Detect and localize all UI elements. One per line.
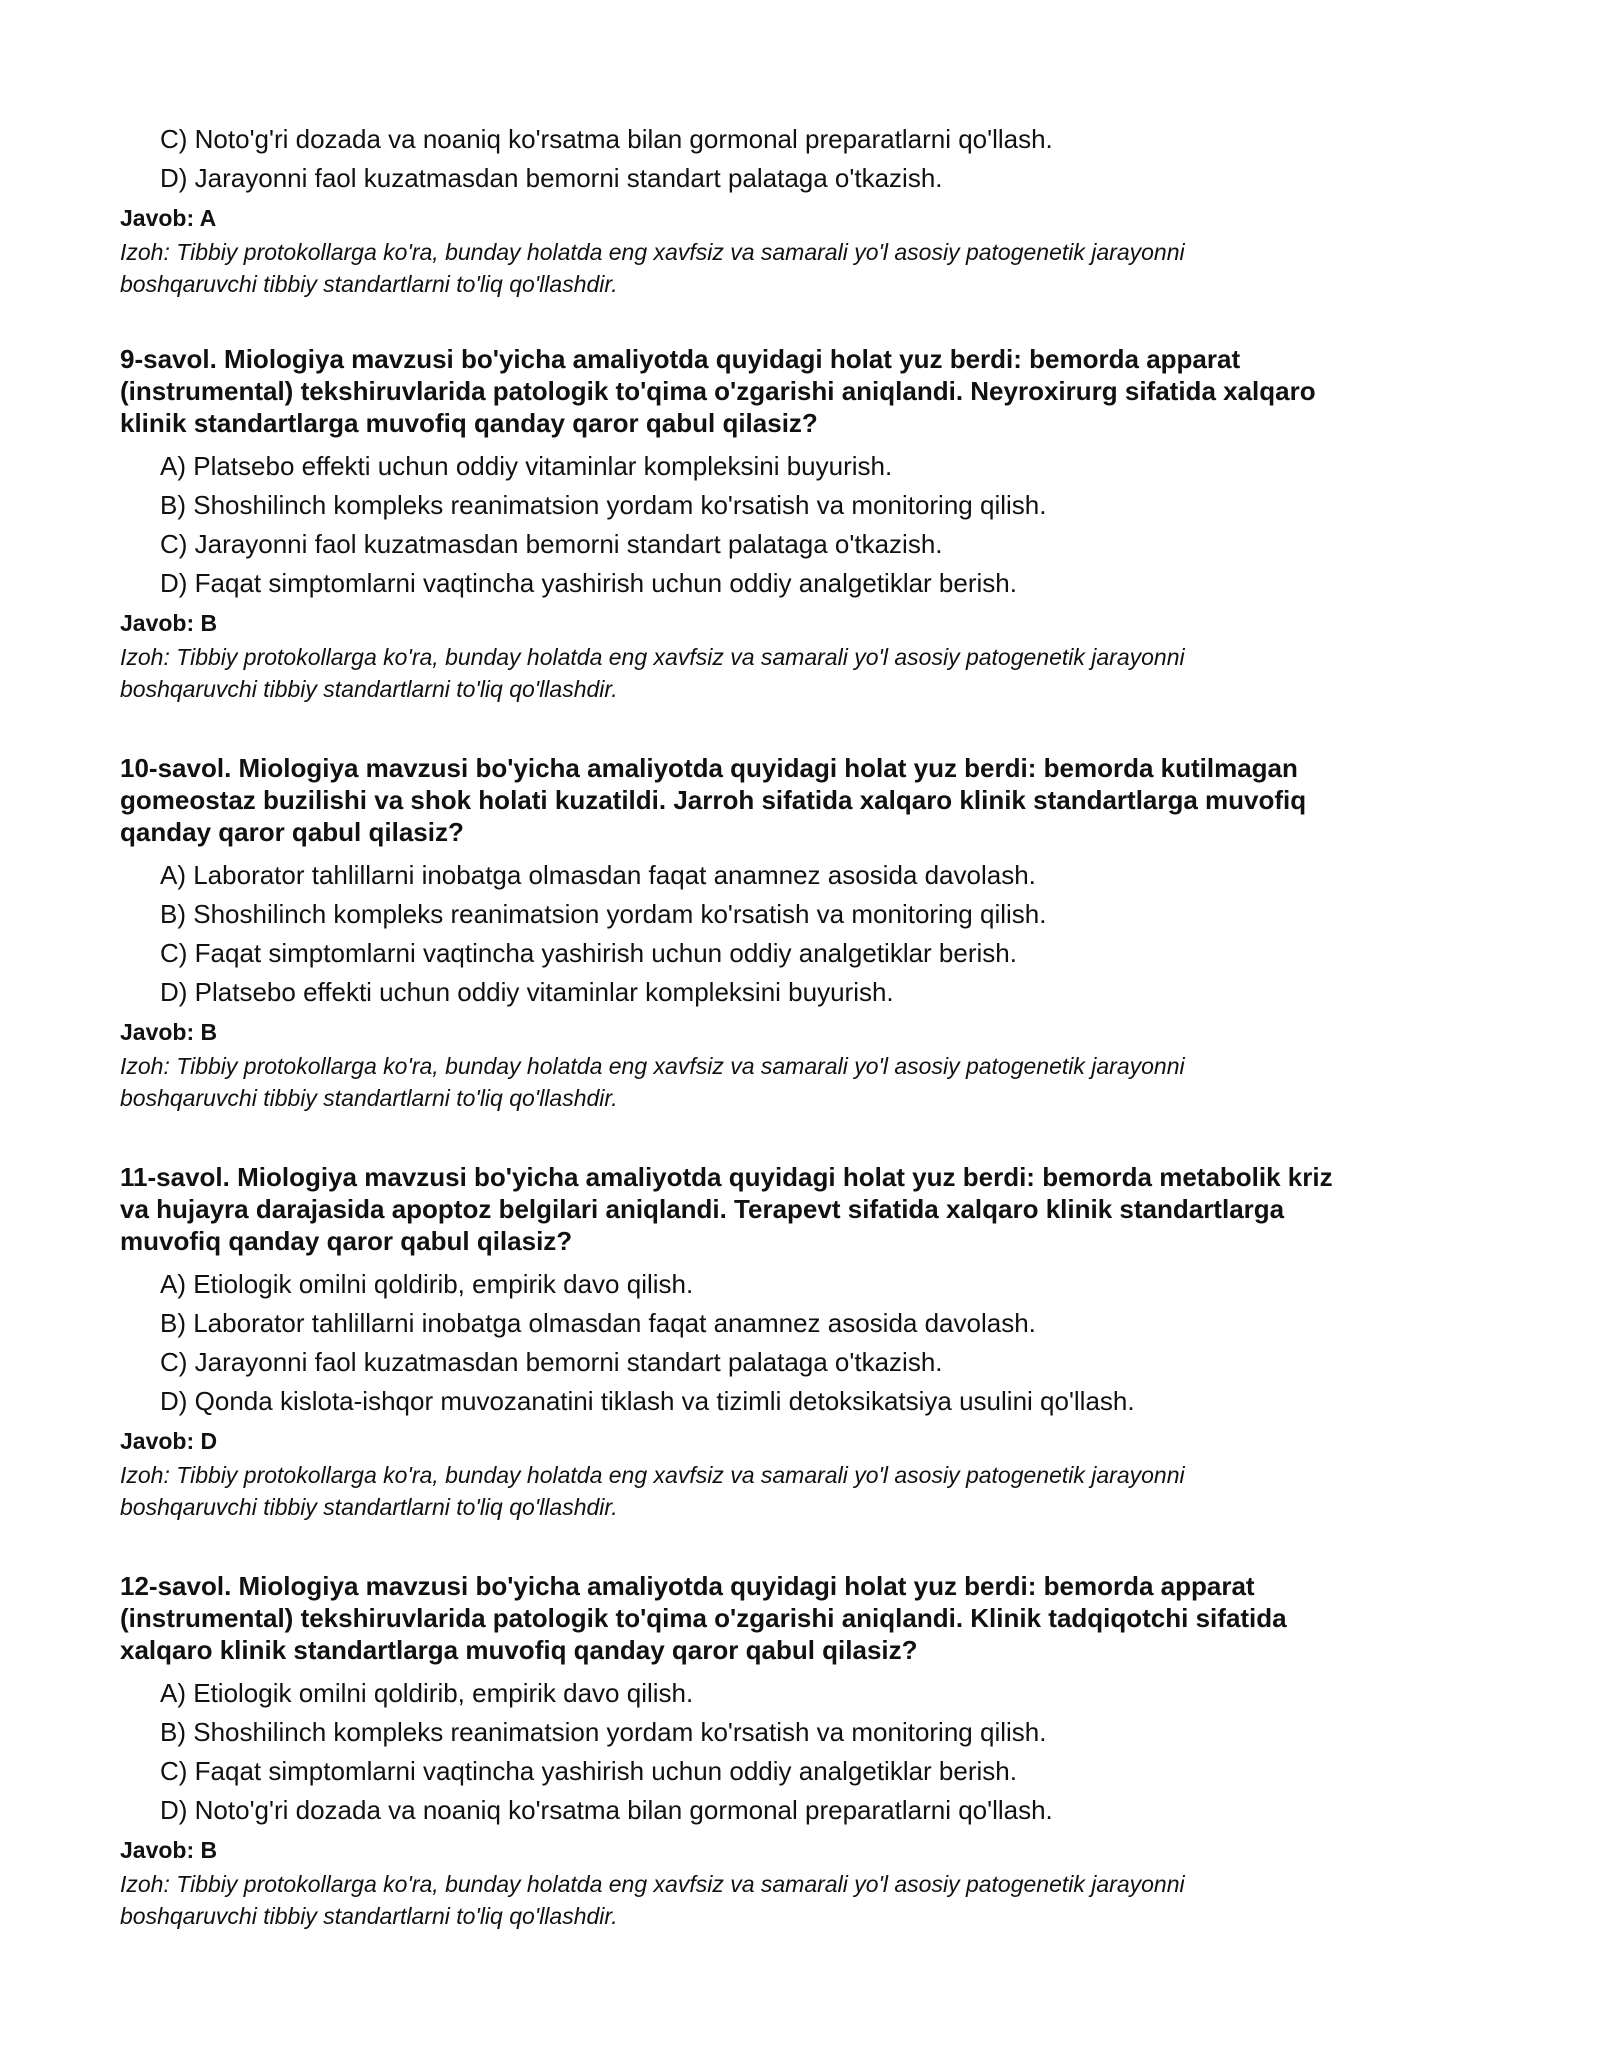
question-title-line: 9-savol. Miologiya mavzusi bo'yicha amaliyotda quyidagi holat yuz berdi: bemorda apparat: [120, 344, 1241, 374]
explanation-line: Izoh: Tibbiy protokollarga ko'ra, bunday holatda eng xavfsiz va samarali yo'l asosiy patogenetik jarayonni: [120, 1871, 1185, 1897]
option-c: C) Noto'g'ri dozada va noaniq ko'rsatma bilan gormonal preparatlarni qo'llash.: [160, 124, 1053, 154]
option-a: A) Etiologik omilni qoldirib, empirik davo qilish.: [160, 1678, 694, 1708]
question-title-line: qanday qaror qabul qilasiz?: [120, 817, 464, 847]
explanation-line: boshqaruvchi tibbiy standartlarni to'liq qo'llashdir.: [120, 1085, 618, 1111]
option-d: D) Platsebo effekti uchun oddiy vitaminlar kompleksini buyurish.: [160, 977, 894, 1007]
option-list: [120, 447, 1480, 603]
option-d: D) Qonda kislota-ishqor muvozanatini tiklash va tizimli detoksikatsiya usulini qo'llash.: [160, 1386, 1135, 1416]
question-title-line: 11-savol. Miologiya mavzusi bo'yicha amaliyotda quyidagi holat yuz berdi: bemorda metabolik kriz: [120, 1162, 1333, 1192]
option-c: C) Faqat simptomlarni vaqtincha yashirish uchun oddiy analgetiklar berish.: [160, 1756, 1017, 1786]
explanation: [120, 1868, 1480, 1932]
option-list: [120, 1674, 1480, 1830]
question-title-line: (instrumental) tekshiruvlarida patologik to'qima o'zgarishi aniqlandi. Neyroxirurg sifatida xalqaro: [120, 376, 1316, 406]
option-b: B) Laborator tahlillarni inobatga olmasdan faqat anamnez asosida davolash.: [160, 1308, 1036, 1338]
question-title-line: va hujayra darajasida apoptoz belgilari aniqlandi. Terapevt sifatida xalqaro klinik standartlarga: [120, 1194, 1285, 1224]
question-title-line: gomeostaz buzilishi va shok holati kuzatildi. Jarroh sifatida xalqaro klinik standartlarga muvofiq: [120, 785, 1307, 815]
explanation-line: Izoh: Tibbiy protokollarga ko'ra, bunday holatda eng xavfsiz va samarali yo'l asosiy patogenetik jarayonni: [120, 644, 1185, 670]
explanation: [120, 236, 1500, 300]
question-12: [120, 1570, 1480, 1932]
question-title-line: 10-savol. Miologiya mavzusi bo'yicha amaliyotda quyidagi holat yuz berdi: bemorda kutilmagan: [120, 753, 1298, 783]
question-title-line: klinik standartlarga muvofiq qanday qaror qabul qilasiz?: [120, 408, 818, 438]
option-c: C) Jarayonni faol kuzatmasdan bemorni standart palataga o'tkazish.: [160, 1347, 943, 1377]
question-9: [120, 343, 1480, 705]
question-title-line: xalqaro klinik standartlarga muvofiq qanday qaror qabul qilasiz?: [120, 1635, 918, 1665]
question-title-line: 12-savol. Miologiya mavzusi bo'yicha amaliyotda quyidagi holat yuz berdi: bemorda apparat: [120, 1571, 1255, 1601]
option-d: D) Jarayonni faol kuzatmasdan bemorni standart palataga o'tkazish.: [160, 163, 943, 193]
explanation-line: boshqaruvchi tibbiy standartlarni to'liq qo'llashdir.: [120, 271, 618, 297]
option-b: B) Shoshilinch kompleks reanimatsion yordam ko'rsatish va monitoring qilish.: [160, 1717, 1047, 1747]
answer-label: Javob: A: [120, 205, 217, 231]
option-a: A) Laborator tahlillarni inobatga olmasdan faqat anamnez asosida davolash.: [160, 860, 1036, 890]
explanation-line: Izoh: Tibbiy protokollarga ko'ra, bunday holatda eng xavfsiz va samarali yo'l asosiy patogenetik jarayonni: [120, 1053, 1185, 1079]
option-list: [120, 120, 1500, 198]
previous-question-continuation: [120, 120, 1500, 300]
option-a: A) Platsebo effekti uchun oddiy vitaminlar kompleksini buyurish.: [160, 451, 893, 481]
answer-label: Javob: B: [120, 1837, 218, 1863]
question-11: [120, 1161, 1480, 1523]
question-10: [120, 752, 1480, 1114]
option-a: A) Etiologik omilni qoldirib, empirik davo qilish.: [160, 1269, 694, 1299]
question-title: [120, 1161, 1480, 1257]
explanation: [120, 1050, 1480, 1114]
option-d: D) Faqat simptomlarni vaqtincha yashirish uchun oddiy analgetiklar berish.: [160, 568, 1017, 598]
option-b: B) Shoshilinch kompleks reanimatsion yordam ko'rsatish va monitoring qilish.: [160, 490, 1047, 520]
question-title: [120, 1570, 1480, 1666]
question-title-line: (instrumental) tekshiruvlarida patologik to'qima o'zgarishi aniqlandi. Klinik tadqiqotchi sifatida: [120, 1603, 1287, 1633]
option-list: [120, 1265, 1480, 1421]
answer-label: Javob: B: [120, 1019, 218, 1045]
answer-label: Javob: D: [120, 1428, 218, 1454]
explanation: [120, 1459, 1480, 1523]
option-c: C) Faqat simptomlarni vaqtincha yashirish uchun oddiy analgetiklar berish.: [160, 938, 1017, 968]
answer-label: Javob: B: [120, 610, 218, 636]
explanation: [120, 641, 1480, 705]
option-c: C) Jarayonni faol kuzatmasdan bemorni standart palataga o'tkazish.: [160, 529, 943, 559]
explanation-line: boshqaruvchi tibbiy standartlarni to'liq qo'llashdir.: [120, 1494, 618, 1520]
option-b: B) Shoshilinch kompleks reanimatsion yordam ko'rsatish va monitoring qilish.: [160, 899, 1047, 929]
question-title: [120, 343, 1480, 439]
question-title: [120, 752, 1480, 848]
explanation-line: Izoh: Tibbiy protokollarga ko'ra, bunday holatda eng xavfsiz va samarali yo'l asosiy patogenetik jarayonni: [120, 239, 1185, 265]
option-d: D) Noto'g'ri dozada va noaniq ko'rsatma bilan gormonal preparatlarni qo'llash.: [160, 1795, 1053, 1825]
option-list: [120, 856, 1480, 1012]
explanation-line: Izoh: Tibbiy protokollarga ko'ra, bunday holatda eng xavfsiz va samarali yo'l asosiy patogenetik jarayonni: [120, 1462, 1185, 1488]
question-title-line: muvofiq qanday qaror qabul qilasiz?: [120, 1226, 573, 1256]
explanation-line: boshqaruvchi tibbiy standartlarni to'liq qo'llashdir.: [120, 1903, 618, 1929]
explanation-line: boshqaruvchi tibbiy standartlarni to'liq qo'llashdir.: [120, 676, 618, 702]
